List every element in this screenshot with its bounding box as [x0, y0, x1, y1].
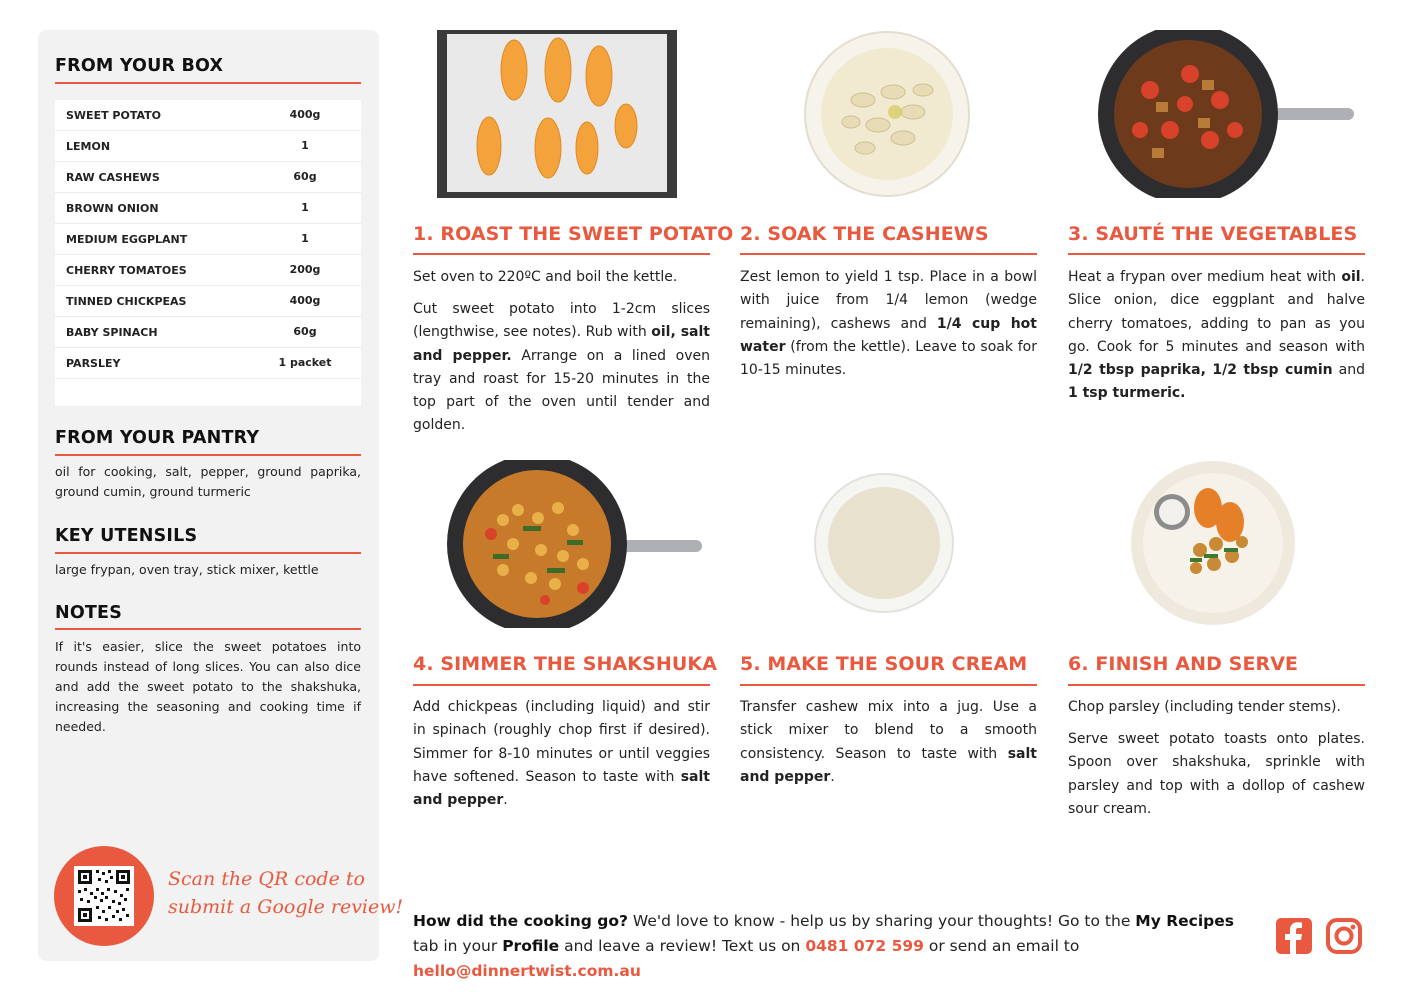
cashew-cream-bowl-photo — [813, 472, 955, 614]
text-run: . — [503, 792, 508, 809]
text-run: Zest lemon to yield 1 tsp. Place in a bowl with juice from 1/4 lemon (wedge remaining), cashews and — [740, 269, 1037, 332]
text-run: tab in your — [413, 937, 503, 955]
ingredient-qty: 1 — [301, 232, 309, 245]
step-6-para-1 — [1068, 696, 1365, 719]
text-run: . Slice onion, dice eggplant and halve cherry tomatoes, adding to pan as you go. Cook for 5 minutes and season with — [1068, 269, 1365, 355]
text-run: Arrange on a lined oven tray and roast for 15-20 minutes in the top part of the oven until tender and golden. — [413, 347, 710, 434]
step-4-title: 4. SIMMER THE SHAKSHUKA — [413, 653, 718, 675]
step-5-para-1 — [740, 696, 1037, 789]
ingredient-row — [55, 317, 361, 348]
utensils-title: KEY UTENSILS — [55, 526, 198, 546]
ingredients-sidebar — [38, 30, 404, 961]
ingredient-row — [55, 224, 361, 255]
pantry-title-rule — [55, 454, 361, 456]
ingredient-qty: 400g — [289, 108, 321, 121]
step-6-rule — [1068, 684, 1365, 686]
step-5-rule — [740, 684, 1037, 686]
bold-text: 1/4 cup hot water — [740, 315, 1037, 355]
qr-caption-line2: submit a Google review! — [168, 896, 404, 918]
text-run: or send an email to — [923, 937, 1080, 955]
ingredient-qty: 60g — [293, 325, 317, 338]
step-1-para-1 — [413, 266, 710, 289]
qr-code[interactable] — [74, 866, 134, 926]
qr-caption-line1: Scan the QR code to — [168, 868, 365, 890]
bold-text: Profile — [502, 937, 560, 955]
step-5-title: 5. MAKE THE SOUR CREAM — [740, 653, 1028, 675]
ingredient-row — [55, 131, 361, 162]
ingredient-name: CHERRY TOMATOES — [66, 264, 187, 277]
box-title-rule — [55, 82, 361, 84]
ingredient-name: PARSLEY — [66, 357, 121, 370]
text-run: Cut sweet potato into 1-2cm slices (lengthwise, see notes). Rub with — [413, 301, 710, 341]
step-6-para-2 — [1068, 728, 1365, 821]
text-run: and — [1332, 362, 1365, 379]
ingredient-row — [55, 162, 361, 193]
text-run: Serve sweet potato toasts onto plates. Spoon over shakshuka, sprinkle with parsley and top with a dollop of cashew sour cream. — [1068, 731, 1365, 817]
frypan-vegetables-photo — [1090, 30, 1356, 198]
shakshuka-pan-photo — [443, 460, 703, 628]
bold-text: 1 tsp turmeric. — [1068, 385, 1186, 402]
ingredient-qty: 200g — [289, 263, 321, 276]
bold-text: 1/2 tbsp paprika, 1/2 tbsp cumin — [1068, 362, 1333, 379]
step-2-rule — [740, 253, 1037, 255]
feedback-footer — [413, 909, 1263, 984]
ingredient-name: MEDIUM EGGPLANT — [66, 233, 188, 246]
ingredient-row — [55, 255, 361, 286]
qr-badge[interactable] — [54, 846, 154, 946]
step-4-para-1 — [413, 696, 710, 812]
instagram-icon[interactable] — [1326, 918, 1362, 954]
bold-text: How did the cooking go? — [413, 912, 628, 930]
text-run: We'd love to know - help us by sharing your thoughts! Go to the — [627, 912, 1136, 930]
text-run: Add chickpeas (including liquid) and stir in spinach (roughly chop first if desired). Simmer for 8-10 minutes or until veggies have softened. Season to taste with — [413, 699, 710, 785]
notes-title-rule — [55, 628, 361, 630]
ingredient-name: TINNED CHICKPEAS — [66, 295, 187, 308]
bold-text: oil — [1341, 269, 1361, 285]
step-1-para-2 — [413, 298, 710, 438]
phone-link[interactable]: 0481 072 599 — [805, 937, 924, 955]
ingredient-name: BABY SPINACH — [66, 326, 158, 339]
ingredient-qty: 1 — [301, 139, 309, 152]
ingredient-name: RAW CASHEWS — [66, 171, 160, 184]
text-run: Transfer cashew mix into a jug. Use a stick mixer to blend to a smooth consistency. Season to taste with — [740, 699, 1037, 762]
ingredient-name: SWEET POTATO — [66, 109, 161, 122]
ingredient-qty: 1 — [301, 201, 309, 214]
plated-dish-photo — [1130, 460, 1296, 626]
bold-text: salt and pepper — [740, 745, 1037, 785]
step-3-rule — [1068, 253, 1365, 255]
text-run: Set oven to 220ºC and boil the kettle. — [413, 269, 678, 285]
facebook-icon[interactable] — [1276, 918, 1312, 954]
text-run: and leave a review! Text us on — [559, 937, 806, 955]
email-link[interactable]: hello@dinnertwist.com.au — [413, 962, 641, 980]
step-1-title: 1. ROAST THE SWEET POTATO — [413, 223, 734, 245]
ingredient-name: BROWN ONION — [66, 202, 159, 215]
step-3-title: 3. SAUTÉ THE VEGETABLES — [1068, 223, 1358, 245]
step-4-rule — [413, 684, 710, 686]
bold-text: My Recipes — [1135, 912, 1234, 930]
step-3-para-1 — [1068, 266, 1365, 406]
ingredient-qty: 60g — [293, 170, 317, 183]
utensils-text: large frypan, oven tray, stick mixer, kettle — [55, 562, 319, 577]
bold-text: salt and pepper — [413, 768, 710, 809]
ingredient-row — [55, 193, 361, 224]
utensils-title-rule — [55, 552, 361, 554]
sweet-potato-tray-photo — [437, 30, 677, 198]
notes-title: NOTES — [55, 603, 123, 623]
step-2-para-1 — [740, 266, 1037, 382]
ingredient-name: LEMON — [66, 140, 111, 153]
step-6-title: 6. FINISH AND SERVE — [1068, 653, 1299, 675]
ingredient-qty: 400g — [289, 294, 321, 307]
step-1-rule — [413, 253, 710, 255]
pantry-title: FROM YOUR PANTRY — [55, 428, 260, 448]
box-ingredients-table — [55, 100, 361, 406]
ingredient-qty: 1 packet — [278, 356, 332, 369]
text-run: Heat a frypan over medium heat with — [1068, 269, 1342, 285]
pantry-text: oil for cooking, salt, pepper, ground paprika, ground cumin, ground turmeric — [55, 464, 361, 499]
text-run: . — [830, 768, 835, 785]
notes-text: If it's easier, slice the sweet potatoes into rounds instead of long slices. You can also dice and add the sweet potato to the shakshuka, increasing the seasoning and cooking time if needed. — [55, 639, 361, 734]
box-title: FROM YOUR BOX — [55, 56, 224, 76]
ingredient-row — [55, 100, 361, 131]
text-run: (from the kettle). Leave to soak for 10-15 minutes. — [740, 338, 1037, 379]
text-run: Chop parsley (including tender stems). — [1068, 699, 1341, 715]
step-2-title: 2. SOAK THE CASHEWS — [740, 223, 989, 245]
bold-text: oil, salt and pepper. — [413, 324, 710, 364]
ingredient-row — [55, 286, 361, 317]
cashew-bowl-photo — [803, 30, 971, 198]
ingredient-row — [55, 348, 361, 379]
qr-code-graphic — [74, 866, 134, 926]
